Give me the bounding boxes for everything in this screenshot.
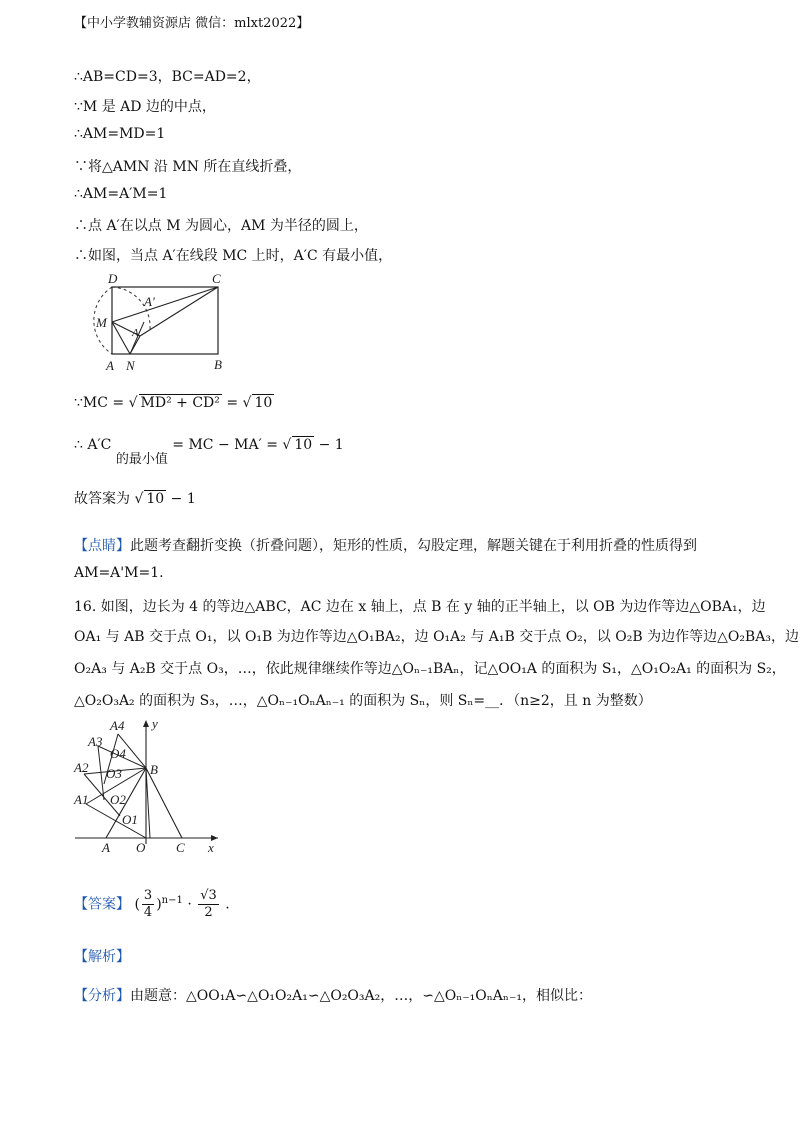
solution-line: ∵M 是 AD 边的中点，: [74, 99, 216, 115]
label-o1: O1: [122, 812, 138, 827]
label-c: C: [212, 272, 221, 286]
answer-line: 【答案】 ( $\frac{3}{4}$ )$^{n-1}$ · $\frac{√3}{2}$ .: [74, 888, 230, 920]
label-d: D: [108, 272, 118, 286]
segment-mc: [112, 287, 218, 322]
label-b: B: [150, 762, 158, 777]
problem16-line: OA₁ 与 AB 交于点 O₁，以 O₁B 为边作等边△O₁BA₂，边 O₁A₂ 与 A₁B 交于点 O₂，以 O₂B 为边作等边△O₂BA₃，边: [74, 629, 799, 645]
analysis-sub-label: 【分析】: [74, 988, 130, 1004]
answer-statement: 故答案为 √ 10 − 1: [74, 491, 196, 507]
solution-line: ∴如图，当点 A′在线段 MC 上时，A′C 有最小值，: [74, 248, 393, 264]
analysis-line: 【分析】由题意：△OO₁A∽△O₁O₂A₁∽△O₂O₃A₂，…，∽△Oₙ₋₁OₙAₙ₋₁，相似比：: [74, 988, 592, 1004]
header-watermark: 【中小学教辅资源店 微信：mlxt2022】: [74, 16, 310, 31]
analysis-label: 【解析】: [74, 949, 130, 965]
label-a2: A2: [74, 760, 89, 775]
label-x: x: [208, 840, 214, 855]
formula-mc: ∵MC = √ MD² + CD² = √ 10: [74, 395, 273, 411]
label-o2: O2: [110, 792, 126, 807]
label-a4: A4: [110, 718, 125, 733]
solution-line: ∵将△AMN 沿 MN 所在直线折叠，: [74, 159, 302, 175]
label-o: O: [136, 840, 146, 855]
problem16-line: O₂A₃ 与 A₂B 交于点 O₃，…，依此规律继续作等边△Oₙ₋₁BAₙ，记△OO₁A 的面积为 S₁，△O₁O₂A₁ 的面积为 S₂，: [74, 661, 786, 677]
comment-line-2: AM=A'M=1.: [74, 565, 164, 581]
label-a: A: [102, 840, 110, 855]
comment-label: 【点睛】: [74, 538, 130, 554]
comment-line: 【点睛】此题考查翻折变换（折叠问题），矩形的性质，勾股定理，解题关键在于利用折叠的性质得到: [74, 538, 697, 554]
label-o3: O3: [106, 766, 122, 781]
solution-line: ∴点 A′在以点 M 为圆心，AM 为半径的圆上，: [74, 218, 368, 234]
answer-label: 【答案】: [74, 896, 130, 913]
label-c: C: [176, 840, 185, 855]
label-o4: O4: [110, 746, 126, 761]
rectangle-fold-figure: [70, 272, 240, 372]
label-a-prime: A′: [144, 294, 155, 309]
label-n: N: [126, 358, 135, 372]
solution-line: ∴AM=A′M=1: [74, 186, 168, 202]
solution-line: ∴AB=CD=3，BC=AD=2，: [74, 69, 261, 85]
label-y: y: [152, 716, 158, 731]
svg-text:A: A: [132, 327, 139, 339]
triangles-figure: [70, 716, 230, 856]
problem16-line: △O₂O₃A₂ 的面积为 S₃，…，△Oₙ₋₁OₙAₙ₋₁ 的面积为 Sₙ，则 Sₙ=__．（n≥2，且 n 为整数）: [74, 693, 652, 709]
label-a1: A1: [74, 792, 89, 807]
label-a3: A3: [88, 734, 103, 749]
solution-line: ∴AM=MD=1: [74, 126, 166, 142]
label-a: A: [106, 358, 114, 372]
label-b: B: [214, 357, 222, 372]
formula-min: ∴ A′C 的最小值 = MC − MA′ = √ 10 − 1: [74, 437, 344, 467]
problem16-line: 16. 如图，边长为 4 的等边△ABC，AC 边在 x 轴上，点 B 在 y 轴的正半轴上，以 OB 为边作等边△OBA₁，边: [74, 599, 766, 615]
label-m: M: [96, 315, 107, 330]
